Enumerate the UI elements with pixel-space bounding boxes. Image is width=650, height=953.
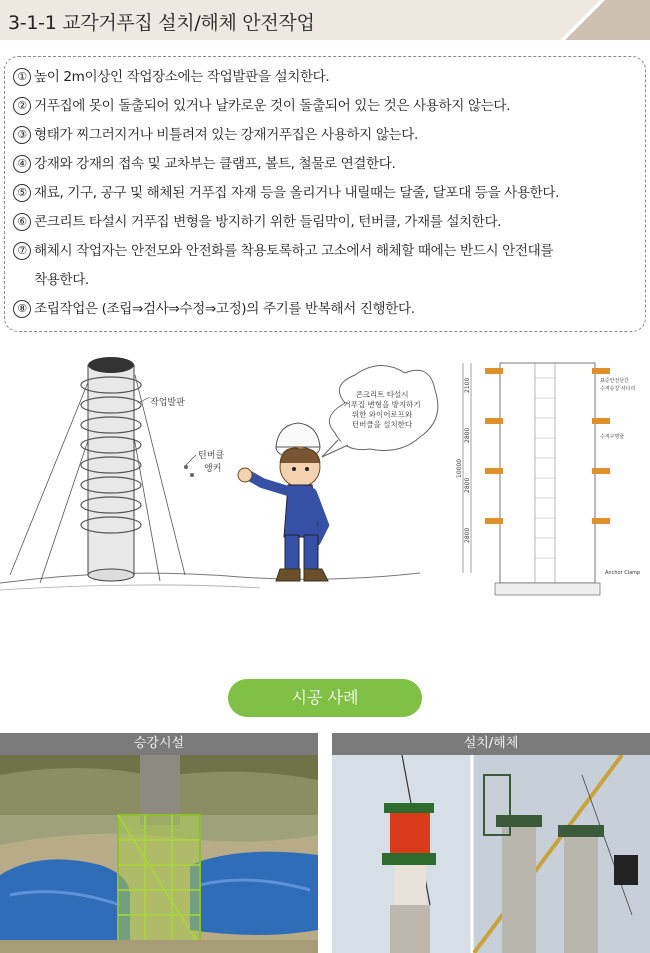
- label-safety-rail: 표준안전난간: [600, 378, 629, 384]
- speech-bubble: [322, 365, 438, 457]
- dimension-1: 2100: [464, 377, 471, 393]
- rule-text: 재료, 기구, 공구 및 해체된 거푸집 자재 등을 올리거나 내릴때는 달줄, 달포대 등을 사용한다.: [34, 185, 559, 201]
- rule-item-3: [13, 123, 418, 144]
- rule-number: ④: [13, 155, 31, 173]
- rule-text: 착용한다.: [34, 272, 89, 288]
- rule-number: ③: [13, 126, 31, 144]
- case-study-pill: 시공 사례: [228, 679, 422, 717]
- rule-text: 높이 2m이상인 작업장소에는 작업발판을 설치한다.: [34, 69, 330, 85]
- dimension-total: 10000: [456, 458, 463, 478]
- photo-formwork-install: [332, 755, 650, 953]
- technical-drawing: [455, 358, 650, 603]
- speech-line-3: 위한 와이어로프와: [351, 410, 413, 419]
- safety-rules-box: [4, 56, 646, 332]
- speech-line-2: 거푸집 변형을 방지하기: [343, 400, 421, 409]
- rule-number: ⑤: [13, 184, 31, 202]
- section-header: [0, 0, 650, 40]
- rule-number: ⑥: [13, 213, 31, 231]
- dimension-2: 2800: [464, 427, 471, 443]
- rule-text: 거푸집에 못이 돌출되어 있거나 날카로운 것이 돌출되어 있는 것은 사용하지 않는다.: [34, 98, 511, 114]
- speech-line-4: 턴버클을 설치한다: [351, 420, 413, 429]
- rule-item-1: [13, 65, 329, 86]
- rule-item-6: [13, 210, 501, 231]
- rule-number: ⑦: [13, 242, 31, 260]
- label-work-platform: 작업발판: [150, 398, 185, 408]
- rule-item-7-continued: [34, 268, 89, 288]
- rule-text: 콘크리트 타설시 거푸집 변형을 방지하기 위한 들림막이, 턴버클, 가재를 설치한다.: [34, 214, 502, 230]
- speech-line-1: 콘크리트 타설시: [355, 390, 409, 399]
- rule-number: ①: [13, 68, 31, 86]
- label-vertical-ladder: 수직승강 사다리: [600, 386, 636, 392]
- photo-header-lift: 승강시설: [0, 733, 318, 755]
- rule-text: 해체시 작업자는 안전모와 안전화를 착용토록하고 고소에서 해체할 때에는 반드시 안전대를: [34, 243, 554, 259]
- worker-figure: [238, 423, 328, 581]
- rule-text: 강재와 강재의 접속 및 교차부는 클램프, 볼트, 철물로 연결한다.: [34, 156, 396, 172]
- dimension-3: 2800: [464, 477, 471, 493]
- rule-text: 조립작업은 (조립⇒검사⇒수정⇒고정)의 주기를 반복해서 진행한다.: [34, 301, 415, 317]
- photo-header-install: 설치/해체: [332, 733, 650, 755]
- label-turnbuckle: 턴버클: [198, 451, 225, 461]
- pier-formwork-illustration: [0, 345, 440, 610]
- rule-number: ⑧: [13, 300, 31, 318]
- rule-text: 형태가 찌그러지거나 비틀려져 있는 강재거푸집은 사용하지 않는다.: [34, 127, 418, 143]
- photo-scaffold-tower: [0, 755, 318, 953]
- rule-number: ②: [13, 97, 31, 115]
- rule-item-8: [13, 297, 415, 318]
- label-anchor: 앵커: [204, 464, 222, 474]
- label-anchor-clamp: Anchor Clamp: [605, 570, 641, 576]
- dimension-4: 2800: [464, 527, 471, 543]
- rule-item-2: [13, 94, 510, 115]
- rule-item-5: [13, 181, 559, 202]
- label-lifeline: 수직구명줄: [600, 434, 625, 440]
- rule-item-7: [13, 239, 553, 260]
- rule-item-4: [13, 152, 395, 173]
- page-title: 3-1-1 교각거푸집 설치/해체 안전작업: [8, 12, 315, 34]
